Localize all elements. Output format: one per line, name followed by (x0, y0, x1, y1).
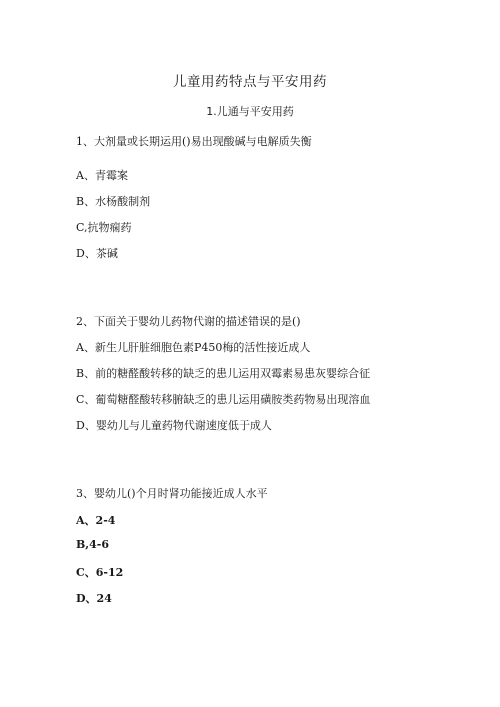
option-a: A、2-4 (76, 514, 116, 527)
option-b: B,4-6 (76, 538, 109, 551)
document-title: 儿童用药特点与平安用药 (173, 74, 327, 90)
option-a: A、青霉案 (76, 169, 128, 182)
option-b: B、前的糖醛酸转移的缺乏的患儿运用双霉素易患灰婴综合征 (76, 367, 371, 380)
section-heading: 1.儿通与平安用药 (206, 105, 294, 118)
question-stem: 2、下面关于婴幼儿药物代谢的描述错误的是() (76, 315, 301, 328)
option-c: C、6-12 (76, 566, 124, 579)
option-d: D、24 (76, 592, 112, 605)
question-stem: 1、大剂量或长期运用()易出现酸碱与电解质失衡 (76, 135, 312, 148)
option-c: C、葡萄糖醛酸转移腑缺乏的患儿运用磺胺类药物易出现溶血 (76, 393, 371, 406)
question-1 (76, 133, 436, 260)
question-3 (76, 485, 436, 605)
question-stem: 3、婴幼儿()个月时肾功能接近成人水平 (76, 487, 268, 500)
question-2 (76, 313, 436, 432)
option-a: A、新生儿肝脏细胞色素P450梅的活性接近成人 (76, 341, 311, 354)
option-b: B、水杨酸制剂 (76, 195, 151, 208)
option-d: D、婴幼儿与儿童药物代谢速度低于成人 (76, 419, 272, 432)
option-d: D、茶碱 (76, 247, 118, 260)
option-c: C,抗物痫药 (76, 221, 132, 234)
